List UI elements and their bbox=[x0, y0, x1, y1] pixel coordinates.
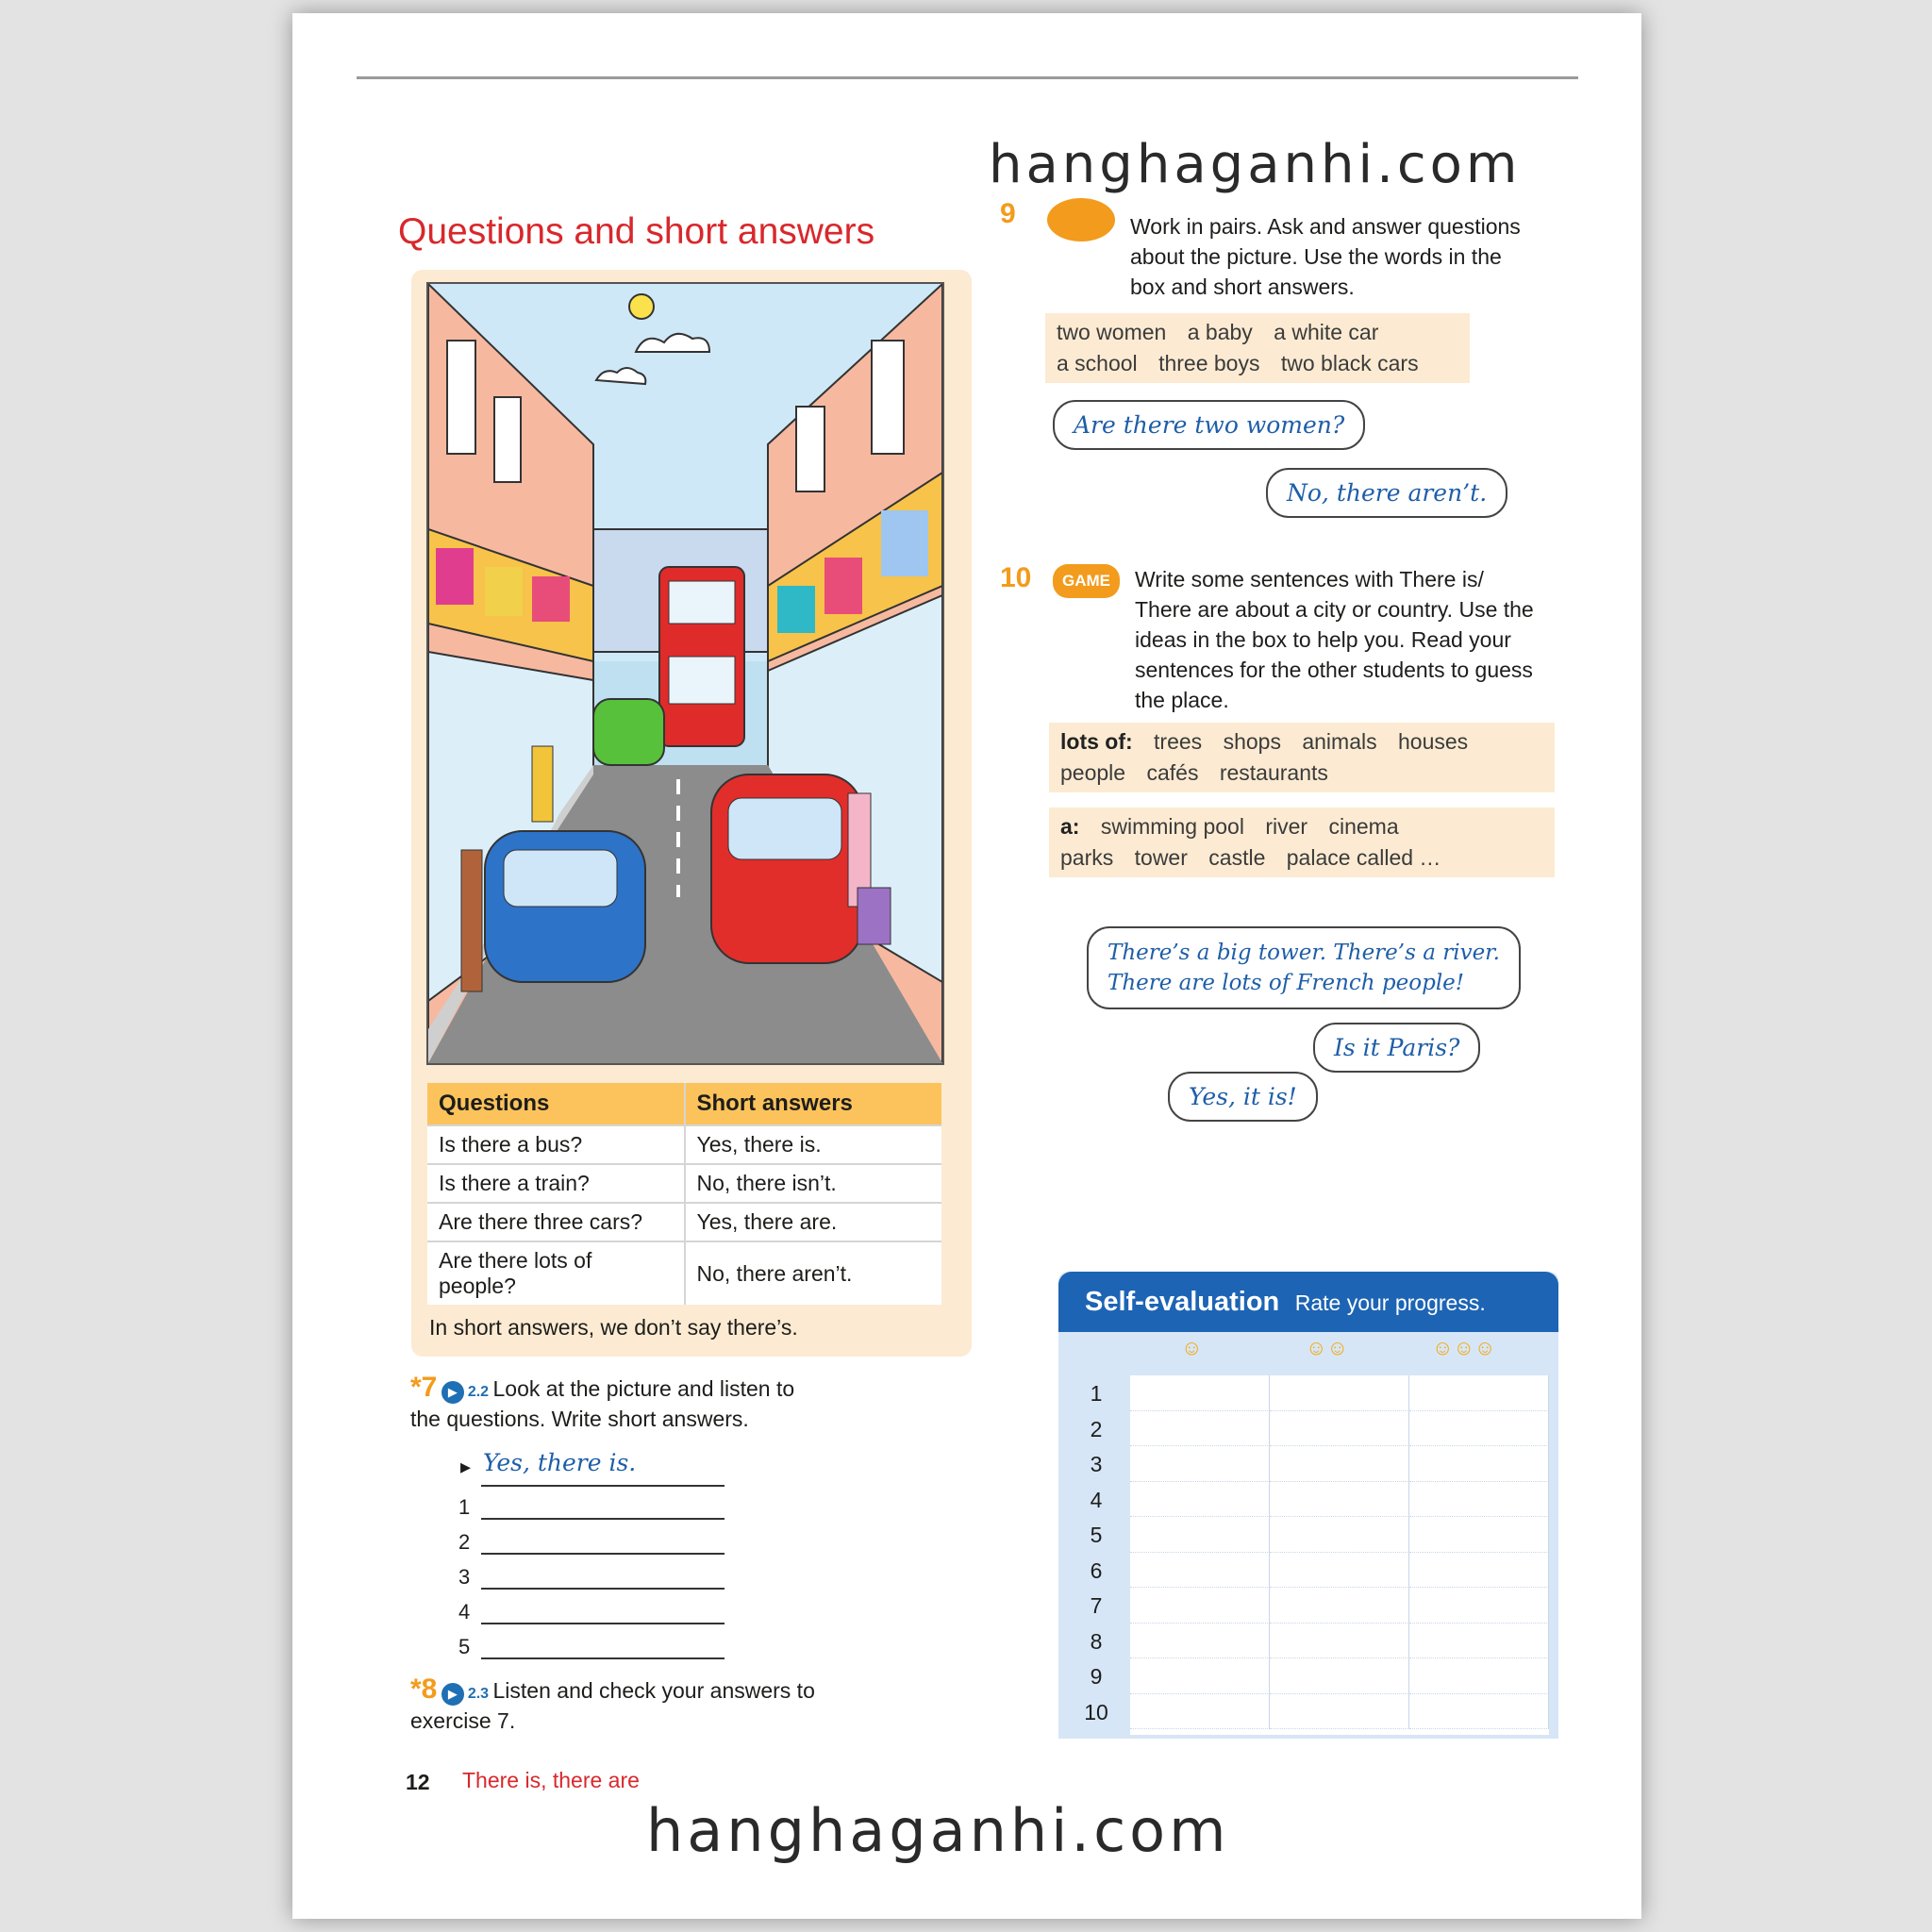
exercise-10-box-a bbox=[1049, 808, 1555, 877]
answer-cell: Yes, there are. bbox=[685, 1203, 942, 1241]
rating-cell[interactable] bbox=[1130, 1694, 1270, 1730]
answer-number: 1 bbox=[458, 1495, 471, 1519]
exercise-7-instruction: Look at the picture and listen to the questions. Write short answers. bbox=[410, 1376, 795, 1431]
rating-cell[interactable] bbox=[1130, 1411, 1270, 1447]
rating-cell[interactable] bbox=[1409, 1624, 1549, 1659]
rating-cell[interactable] bbox=[1409, 1375, 1549, 1411]
rating-cell[interactable] bbox=[1270, 1517, 1409, 1553]
word-item: animals bbox=[1302, 729, 1377, 754]
word-item: shops bbox=[1223, 729, 1281, 754]
rating-cell[interactable] bbox=[1130, 1553, 1270, 1589]
table-row bbox=[427, 1203, 941, 1241]
word-item: river bbox=[1265, 814, 1308, 839]
word-item: cinema bbox=[1328, 814, 1399, 839]
speech-bubble-icon bbox=[1047, 198, 1115, 242]
rating-row-number: 5 bbox=[1090, 1523, 1103, 1547]
word-item: two women bbox=[1057, 320, 1167, 344]
word-item: a white car bbox=[1274, 320, 1379, 344]
rating-cell[interactable] bbox=[1270, 1411, 1409, 1447]
answer-number: 4 bbox=[458, 1600, 471, 1624]
rating-cell[interactable] bbox=[1409, 1411, 1549, 1447]
table-row bbox=[427, 1125, 941, 1164]
audio-play-icon[interactable]: ▶ bbox=[441, 1683, 464, 1706]
answer-cell: No, there aren’t. bbox=[685, 1241, 942, 1305]
smiley-icon: ☺ bbox=[1181, 1336, 1203, 1359]
grammar-table bbox=[427, 1083, 941, 1305]
word-item: trees bbox=[1154, 729, 1203, 754]
rating-cell[interactable] bbox=[1130, 1588, 1270, 1624]
word-item: houses bbox=[1398, 729, 1469, 754]
table-header-questions: Questions bbox=[427, 1083, 685, 1125]
word-item: three boys bbox=[1158, 351, 1260, 375]
rating-grid bbox=[1084, 1375, 1549, 1735]
exercise-10-box-lots-of bbox=[1049, 723, 1555, 792]
bubble-line: There’s a big tower. There’s a river. bbox=[1108, 941, 1500, 965]
rating-cell[interactable] bbox=[1270, 1553, 1409, 1589]
answer-cell: Yes, there is. bbox=[685, 1125, 942, 1164]
rating-cell[interactable] bbox=[1409, 1517, 1549, 1553]
word-item: swimming pool bbox=[1100, 814, 1244, 839]
rating-cell[interactable] bbox=[1409, 1446, 1549, 1482]
audio-play-icon[interactable]: ▶ bbox=[441, 1381, 464, 1404]
speech-bubble-guess: Is it Paris? bbox=[1313, 1023, 1480, 1073]
box-label: a: bbox=[1060, 814, 1080, 839]
watermark-top: hanghaganhi.com bbox=[989, 134, 1522, 195]
exercise-8-instruction: Listen and check your answers to exercise 7. bbox=[410, 1678, 815, 1733]
speech-bubble-answer: No, there aren’t. bbox=[1266, 468, 1507, 518]
self-evaluation-box bbox=[1058, 1272, 1558, 1739]
rating-cell[interactable] bbox=[1409, 1553, 1549, 1589]
self-evaluation-title: Self-evaluation bbox=[1085, 1287, 1280, 1317]
unit-title: There is, there are bbox=[462, 1768, 640, 1792]
section-title: Questions and short answers bbox=[398, 211, 875, 252]
rating-cell[interactable] bbox=[1409, 1658, 1549, 1694]
table-row bbox=[427, 1164, 941, 1203]
exercise-8 bbox=[410, 1674, 816, 1736]
rating-row-number: 7 bbox=[1090, 1593, 1103, 1618]
rating-cell[interactable] bbox=[1130, 1482, 1270, 1518]
exercise-8-track: 2.3 bbox=[467, 1686, 490, 1702]
textbook-page bbox=[292, 13, 1641, 1919]
answer-number: 5 bbox=[458, 1635, 471, 1658]
rating-row-number: 8 bbox=[1090, 1628, 1103, 1654]
answer-input-1[interactable] bbox=[481, 1491, 724, 1520]
top-rule bbox=[357, 76, 1578, 79]
rating-cell[interactable] bbox=[1270, 1694, 1409, 1730]
answer-number: 3 bbox=[458, 1565, 471, 1589]
rating-cell[interactable] bbox=[1130, 1658, 1270, 1694]
answer-input-2[interactable] bbox=[481, 1526, 724, 1555]
self-evaluation-subtitle: Rate your progress. bbox=[1294, 1291, 1486, 1315]
self-evaluation-header bbox=[1058, 1272, 1558, 1332]
rating-cell[interactable] bbox=[1130, 1375, 1270, 1411]
rating-row-number: 9 bbox=[1090, 1664, 1103, 1689]
rating-cell[interactable] bbox=[1270, 1375, 1409, 1411]
rating-cell[interactable] bbox=[1130, 1446, 1270, 1482]
rating-row-number: 6 bbox=[1090, 1557, 1103, 1583]
exercise-7-number: *7 bbox=[410, 1372, 438, 1403]
watermark-bottom: hanghaganhi.com bbox=[646, 1796, 1230, 1865]
exercise-9-word-box bbox=[1045, 313, 1470, 383]
rating-row-number: 4 bbox=[1090, 1487, 1103, 1512]
answer-input-3[interactable] bbox=[481, 1561, 724, 1590]
word-item: parks bbox=[1060, 845, 1114, 870]
exercise-7-track: 2.2 bbox=[467, 1384, 490, 1400]
answer-input-4[interactable] bbox=[481, 1596, 724, 1624]
answer-input-5[interactable] bbox=[481, 1631, 724, 1659]
question-cell: Are there lots of people? bbox=[427, 1241, 685, 1305]
grammar-note: In short answers, we don’t say there’s. bbox=[429, 1315, 798, 1340]
word-item: a baby bbox=[1187, 320, 1253, 344]
table-header-short-answers: Short answers bbox=[685, 1083, 942, 1125]
rating-cell[interactable] bbox=[1270, 1588, 1409, 1624]
page-number: 12 bbox=[406, 1770, 430, 1794]
street-illustration bbox=[426, 282, 944, 1065]
rating-cell[interactable] bbox=[1409, 1694, 1549, 1730]
question-cell: Are there three cars? bbox=[427, 1203, 685, 1241]
exercise-7 bbox=[410, 1372, 825, 1434]
exercise-9-instruction: Work in pairs. Ask and answer questions about the picture. Use the words in the box and short answers. bbox=[1130, 214, 1521, 299]
question-cell: Is there a bus? bbox=[427, 1125, 685, 1164]
word-item: cafés bbox=[1146, 760, 1199, 785]
exercise-10-number: 10 bbox=[1000, 562, 1032, 593]
word-item: people bbox=[1060, 760, 1126, 785]
rating-row-number: 2 bbox=[1090, 1416, 1103, 1441]
answer-number: 2 bbox=[458, 1530, 471, 1554]
rating-row-number: 1 bbox=[1090, 1381, 1103, 1406]
word-item: a school bbox=[1057, 351, 1138, 375]
question-cell: Is there a train? bbox=[427, 1164, 685, 1203]
word-item: tower bbox=[1134, 845, 1188, 870]
table-row bbox=[427, 1241, 941, 1305]
rating-cell[interactable] bbox=[1409, 1588, 1549, 1624]
example-arrow-icon: ▸ bbox=[460, 1455, 472, 1478]
rating-cell[interactable] bbox=[1270, 1446, 1409, 1482]
bubble-line: There are lots of French people! bbox=[1108, 971, 1465, 995]
exercise-10-instruction: Write some sentences with There is/ There are about a city or country. Use the ideas in the box to help you. Read your sentences for the other students to guess the place. bbox=[1135, 567, 1534, 712]
rating-cell[interactable] bbox=[1130, 1624, 1270, 1659]
game-badge: GAME bbox=[1053, 564, 1120, 598]
smiley-icon-triple: ☺☺☺ bbox=[1432, 1336, 1496, 1359]
rating-row-number: 10 bbox=[1084, 1699, 1108, 1724]
speech-bubble-question: Are there two women? bbox=[1053, 400, 1365, 450]
word-item: palace called … bbox=[1286, 845, 1441, 870]
speech-bubble-statement bbox=[1087, 926, 1521, 1009]
smiley-icon-double: ☺☺ bbox=[1306, 1336, 1348, 1359]
word-item: restaurants bbox=[1219, 760, 1328, 785]
answer-cell: No, there isn’t. bbox=[685, 1164, 942, 1203]
rating-cell[interactable] bbox=[1409, 1482, 1549, 1518]
word-item: castle bbox=[1208, 845, 1266, 870]
rating-cell[interactable] bbox=[1270, 1624, 1409, 1659]
rating-cell[interactable] bbox=[1130, 1517, 1270, 1553]
box-label: lots of: bbox=[1060, 729, 1133, 754]
exercise-7-example: Yes, there is. bbox=[483, 1449, 637, 1476]
exercise-9-number: 9 bbox=[1000, 198, 1016, 229]
rating-cell[interactable] bbox=[1270, 1482, 1409, 1518]
word-item: two black cars bbox=[1280, 351, 1419, 375]
rating-cell[interactable] bbox=[1270, 1658, 1409, 1694]
speech-bubble-reply: Yes, it is! bbox=[1168, 1072, 1318, 1122]
exercise-8-number: *8 bbox=[410, 1674, 438, 1705]
answer-line bbox=[481, 1458, 724, 1487]
rating-row-number: 3 bbox=[1090, 1452, 1103, 1476]
